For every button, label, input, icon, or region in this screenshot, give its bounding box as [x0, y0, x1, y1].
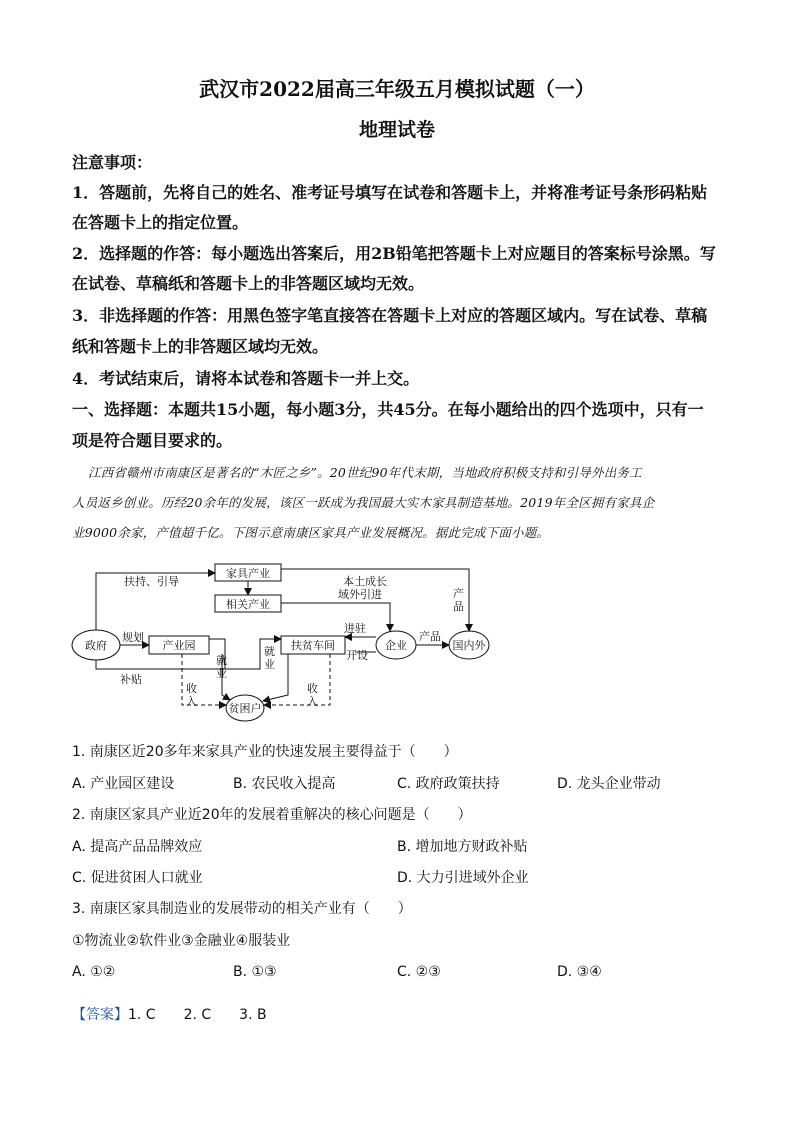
section-heading-cont: 项是符合题目要求的。	[72, 431, 233, 450]
node-workshop: 扶贫车间	[291, 639, 335, 652]
node-park: 产业园	[162, 639, 196, 652]
page-title: 武汉市2022届高三年级五月模拟试题（一）	[199, 77, 595, 101]
label-product-v2: 品	[453, 600, 464, 613]
label-income2b: 入	[307, 695, 318, 708]
note-line: 在试卷、草稿纸和答题卡上的非答题区域均无效。	[72, 274, 425, 293]
label-plan: 规划	[122, 631, 144, 644]
note-line: 3．非选择题的作答：用黑色签字笔直接答在答题卡上对应的答题区域内。写在试卷、草稿	[72, 306, 708, 325]
node-poor: 贫困户	[228, 702, 262, 715]
label-employ2a: 就	[264, 645, 275, 658]
question-3-stem: 3. 南康区家具制造业的发展带动的相关产业有（ ）	[72, 901, 412, 917]
label-support: 扶持、引导	[124, 575, 179, 588]
label-income1b: 入	[186, 695, 197, 708]
node-enterprise: 企业	[385, 639, 407, 652]
section-heading: 一、选择题：本题共15小题，每小题3分，共45分。在每小题给出的四个选项中，只有一	[72, 400, 704, 419]
node-related: 相关产业	[226, 598, 270, 611]
q3-option-a[interactable]: A. ①②	[72, 964, 116, 980]
q2-option-c[interactable]: C. 促进贫困人口就业	[72, 870, 203, 886]
question-1-stem: 1. 南康区近20多年来家具产业的快速发展主要得益于（ ）	[72, 744, 458, 760]
notes-heading: 注意事项：	[72, 153, 153, 172]
label-employ1a: 就	[216, 654, 227, 667]
label-subsidy: 补贴	[120, 673, 142, 686]
label-enter: 进驻	[344, 622, 366, 635]
page-subtitle: 地理试卷	[358, 119, 435, 141]
note-line: 纸和答题卡上的非答题区域均无效。	[72, 337, 329, 356]
label-product-v1: 产	[453, 587, 464, 600]
answer-line	[72, 1004, 267, 1024]
label-income2a: 收	[307, 682, 318, 695]
q3-option-c[interactable]: C. ②③	[397, 964, 441, 980]
note-line: 2．选择题的作答：每小题选出答案后，用2B铅笔把答题卡上对应题目的答案标号涂黑。写	[72, 244, 716, 263]
note-line: 4．考试结束后，请将本试卷和答题卡一并上交。	[72, 369, 420, 388]
label-employ1b: 业	[216, 667, 227, 680]
q2-option-d[interactable]: D. 大力引进域外企业	[397, 870, 529, 886]
node-government: 政府	[85, 639, 107, 652]
industry-diagram	[60, 555, 500, 725]
question-3-sub: ①物流业②软件业③金融业④服装业	[72, 933, 291, 949]
q3-option-b[interactable]: B. ①③	[233, 964, 277, 980]
node-furniture: 家具产业	[226, 567, 270, 580]
passage-line: 江西省赣州市南康区是著名的“木匠之乡”。20世纪90年代末期，当地政府积极支持和引导外出务工	[88, 465, 642, 480]
node-market: 国内外	[452, 639, 486, 652]
label-product-h: 产品	[419, 630, 441, 643]
answer-tag: 【答案】	[72, 1007, 128, 1023]
answer-text: 1. C 2. C 3. B	[128, 1007, 267, 1023]
question-2-stem: 2. 南康区家具产业近20年的发展着重解决的核心问题是（ ）	[72, 807, 472, 823]
note-line: 在答题卡上的指定位置。	[72, 213, 249, 232]
passage-line: 业9000余家，产值超千亿。下图示意南康区家具产业发展概况。据此完成下面小题。	[72, 525, 550, 540]
label-local: 本土成长	[343, 575, 387, 588]
note-line: 1．答题前，先将自己的姓名、准考证号填写在试卷和答题卡上，并将准考证号条形码粘贴	[72, 183, 708, 202]
label-foreign: 域外引进	[338, 588, 382, 601]
q3-option-d[interactable]: D. ③④	[557, 964, 602, 980]
q2-option-a[interactable]: A. 提高产品品牌效应	[72, 839, 203, 855]
label-build: 开设	[346, 649, 368, 662]
q1-option-b[interactable]: B. 农民收入提高	[233, 776, 336, 792]
passage-line: 人员返乡创业。历经20余年的发展，该区一跃成为我国最大实木家具制造基地。2019年全区拥有家具企	[72, 495, 655, 510]
q1-option-a[interactable]: A. 产业园区建设	[72, 776, 175, 792]
q1-option-c[interactable]: C. 政府政策扶持	[397, 776, 500, 792]
q2-option-b[interactable]: B. 增加地方财政补贴	[397, 839, 528, 855]
q1-option-d[interactable]: D. 龙头企业带动	[557, 776, 661, 792]
label-employ2b: 业	[264, 658, 275, 671]
label-income1a: 收	[186, 682, 197, 695]
